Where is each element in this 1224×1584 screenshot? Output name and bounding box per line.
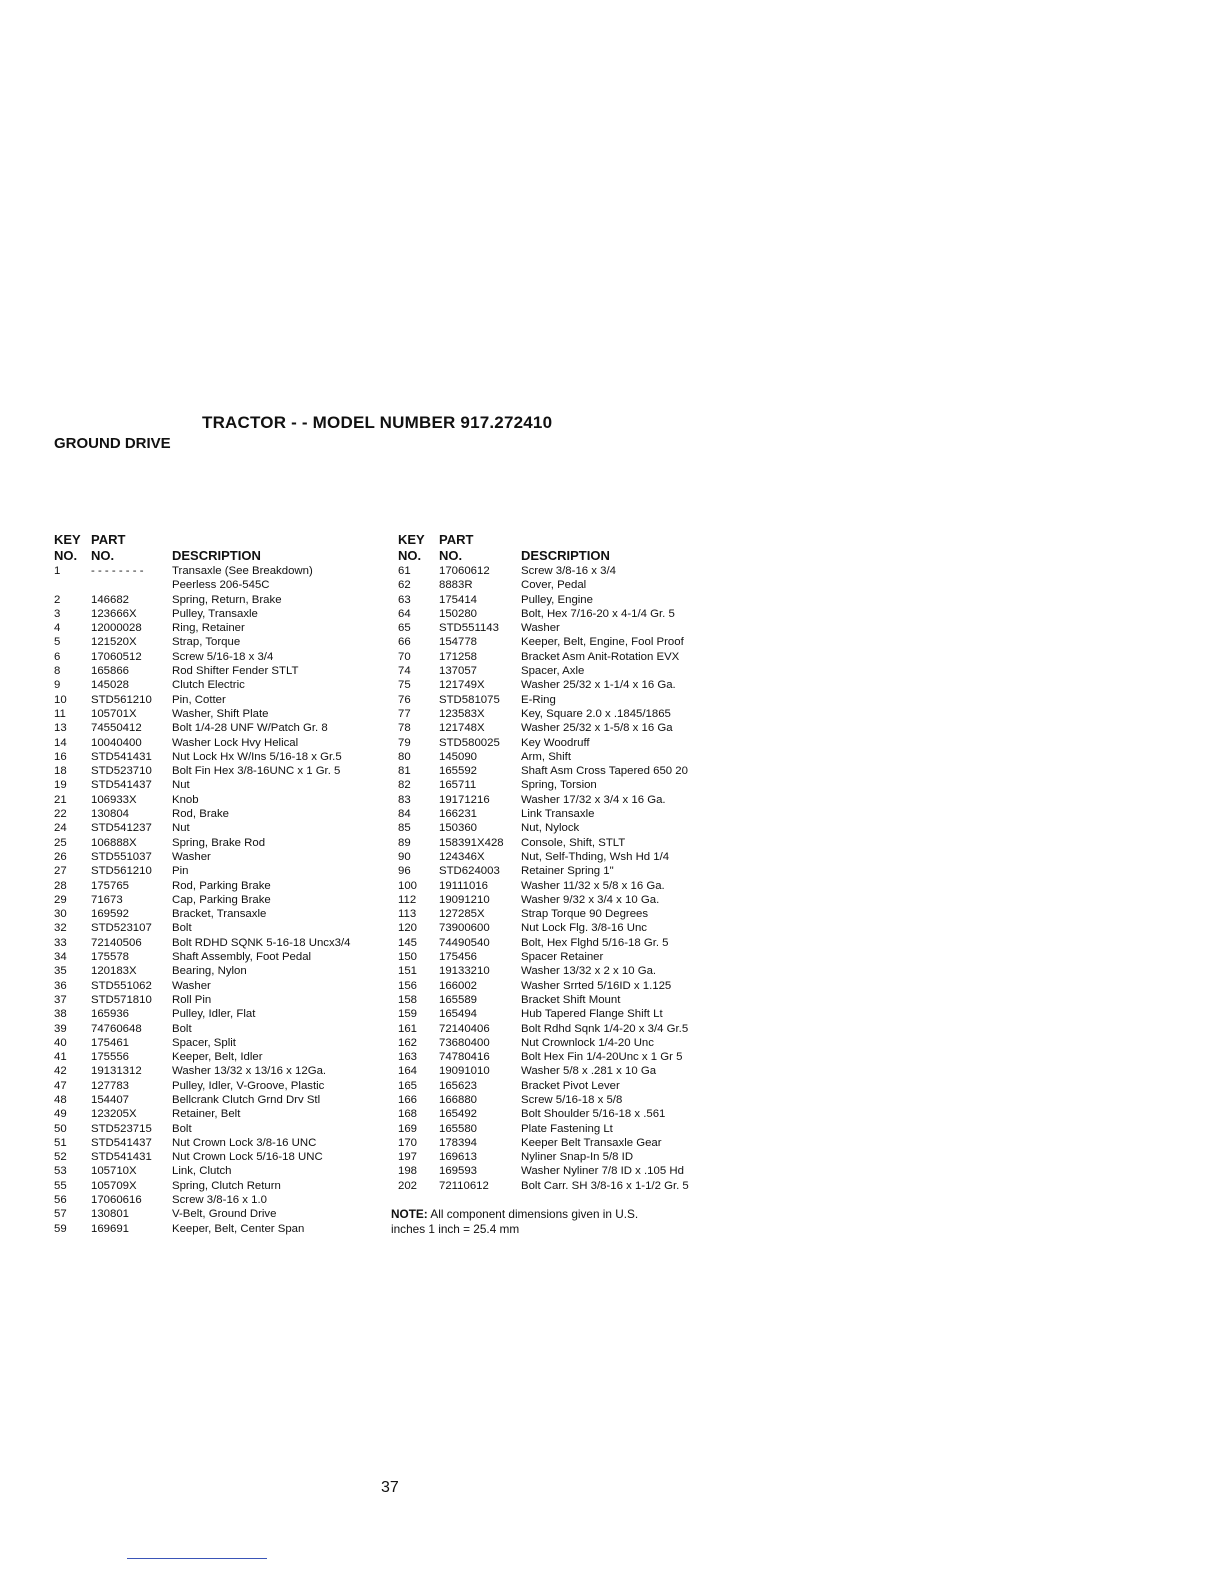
key-number: 48 [54,1093,67,1106]
part-description: Spring, Brake Rod [172,836,266,849]
part-number: 127783 [91,1079,130,1092]
key-number: 100 [398,879,418,892]
part-description: Washer Lock Hvy Helical [172,736,299,749]
key-number: 197 [398,1151,418,1164]
key-number: 63 [398,593,411,606]
part-description: Key, Square 2.0 x .1845/1865 [521,707,671,720]
part-description: Nut [172,779,190,792]
part-description: Pin, Cotter [172,693,226,706]
part-description: Rod Shifter Fender STLT [172,665,299,678]
part-number: 17060512 [91,650,142,663]
part-description: Plate Fastening Lt [521,1122,613,1135]
key-number: 120 [398,922,418,935]
part-number: 165580 [439,1122,478,1135]
key-number: 49 [54,1108,67,1121]
part-number: 71673 [91,893,123,906]
part-description: E-Ring [521,693,556,706]
key-number: 112 [398,893,417,906]
part-description: Rod, Brake [172,808,229,821]
part-description: Bolt Fin Hex 3/8-16UNC x 1 Gr. 5 [172,765,341,778]
part-description: Console, Shift, STLT [521,836,626,849]
part-description: Key Woodruff [521,736,590,749]
part-number: 17060612 [439,565,490,577]
part-description: Washer [172,850,211,863]
part-description: Ring, Retainer [172,622,245,635]
key-number: 40 [54,1036,67,1049]
part-number: - - - - - - - - [91,565,144,577]
key-number: 158 [398,993,418,1006]
part-number: 106933X [91,793,137,806]
part-number: STD523107 [91,922,152,935]
key-number: 70 [398,650,411,663]
part-description: Washer 25/32 x 1-5/8 x 16 Ga [521,722,673,735]
key-number: 96 [398,865,411,878]
part-description: Bolt Rdhd Sqnk 1/4-20 x 3/4 Gr.5 [521,1022,689,1035]
key-number: 53 [54,1165,67,1178]
part-number: 165492 [439,1108,478,1121]
part-description: Keeper Belt Transaxle Gear [521,1136,662,1149]
key-number: 25 [54,836,67,849]
part-description: Screw 3/8-16 x 3/4 [521,565,616,577]
part-number: STD541437 [91,779,152,792]
part-number: 10040400 [91,736,142,749]
key-number: 47 [54,1079,67,1092]
part-number: 72140506 [91,936,142,949]
part-number: 150280 [439,607,478,620]
key-number: 26 [54,850,67,863]
part-number: 165623 [439,1079,478,1092]
key-number: 11 [54,707,66,720]
part-number: STD541237 [91,822,152,835]
key-number: 34 [54,951,67,964]
part-description: Cover, Pedal [521,579,587,592]
part-description: Bellcrank Clutch Grnd Drv Stl [172,1093,321,1106]
dimensions-note [391,1207,701,1236]
key-number: 78 [398,722,411,735]
part-description: Pulley, Idler, V-Groove, Plastic [172,1079,325,1092]
key-number: 145 [398,936,418,949]
key-number: 90 [398,850,411,863]
part-number: STD541431 [91,750,152,763]
key-number: 24 [54,822,67,835]
page-number: 37 [381,1479,399,1496]
part-number: 165589 [439,993,478,1006]
page-title: TRACTOR - - MODEL NUMBER 917.272410 [202,413,553,432]
part-description: Screw 3/8-16 x 1.0 [172,1194,267,1207]
part-number: 123583X [439,707,485,720]
part-number: 106888X [91,836,137,849]
part-description: Keeper, Belt, Center Span [172,1222,305,1235]
key-number: 169 [398,1122,418,1135]
key-number: 13 [54,722,67,735]
part-description: Nut Crownlock 1/4-20 Unc [521,1036,654,1049]
part-description: Keeper, Belt, Engine, Fool Proof [521,636,684,649]
key-number: 151 [398,965,418,978]
part-number: 178394 [439,1136,478,1149]
part-description: Strap, Torque [172,636,241,649]
key-number: 21 [54,793,67,806]
part-description: V-Belt, Ground Drive [172,1208,277,1221]
key-number: 202 [398,1179,418,1192]
key-number: 168 [398,1108,418,1121]
part-number: 166002 [439,979,478,992]
part-number: 130801 [91,1208,130,1221]
part-number: 137057 [439,665,478,678]
key-number: 61 [398,565,411,577]
part-description: Nyliner Snap-In 5/8 ID [521,1151,634,1164]
part-description: Nut, Self-Thding, Wsh Hd 1/4 [521,850,670,863]
part-description: Pin [172,865,189,878]
part-number: 158391X428 [439,836,504,849]
part-description: Bolt, Hex Flghd 5/16-18 Gr. 5 [521,936,669,949]
key-number: 85 [398,822,411,835]
key-number: 162 [398,1036,418,1049]
part-description: Retainer, Belt [172,1108,241,1121]
part-description: Bolt, Hex 7/16-20 x 4-1/4 Gr. 5 [521,607,675,620]
part-description: Nut [172,822,190,835]
key-number: 76 [398,693,411,706]
part-description: Transaxle (See Breakdown) [172,565,313,577]
part-number: 127285X [439,908,485,921]
part-number: 166880 [439,1093,478,1106]
part-number: 121520X [91,636,137,649]
key-number: 2 [54,593,61,606]
part-number: 19131312 [91,1065,142,1078]
part-description: Spacer, Axle [521,665,585,678]
key-number: 6 [54,650,61,663]
key-number: 10 [54,693,67,706]
part-number: 19171216 [439,793,490,806]
part-number: 166231 [439,808,478,821]
key-number: 29 [54,893,67,906]
part-description: Washer [521,622,560,635]
part-description: Washer Nyliner 7/8 ID x .105 Hd [521,1165,684,1178]
part-description: Shaft Assembly, Foot Pedal [172,951,312,964]
key-number: 36 [54,979,67,992]
part-number: 74760648 [91,1022,142,1035]
part-number: 105710X [91,1165,137,1178]
part-number: 175456 [439,951,478,964]
key-number: 35 [54,965,67,978]
part-description: Spring, Torsion [521,779,597,792]
key-number: 16 [54,750,67,763]
key-number: 28 [54,879,67,892]
key-number: 3 [54,607,61,620]
key-number: 80 [398,750,411,763]
part-description: Washer, Shift Plate [172,707,269,720]
part-description: Hub Tapered Flange Shift Lt [521,1008,663,1021]
key-number: 165 [398,1079,418,1092]
part-number: 165494 [439,1008,478,1021]
part-number: STD551062 [91,979,152,992]
part-description: Bracket, Transaxle [172,908,267,921]
note-line-1: All component dimensions given in U.S. [430,1207,639,1221]
part-number: 123205X [91,1108,137,1121]
key-header-top: KEY [398,532,425,547]
part-description: Spacer, Split [172,1036,236,1049]
part-number: 150360 [439,822,478,835]
key-number: 62 [398,579,411,592]
part-number: STD581075 [439,693,500,706]
section-title: GROUND DRIVE [54,435,171,452]
part-description: Screw 5/16-18 x 3/4 [172,650,274,663]
part-number: 74490540 [439,936,490,949]
part-description: Cap, Parking Brake [172,893,271,906]
part-description: Screw 5/16-18 x 5/8 [521,1093,623,1106]
key-number: 56 [54,1194,67,1207]
part-description: Pulley, Engine [521,593,593,606]
key-number: 1 [54,565,61,577]
key-number: 55 [54,1179,67,1192]
key-number: 51 [54,1136,67,1149]
part-number: 165711 [439,779,477,792]
part-number: 169592 [91,908,130,921]
key-number: 77 [398,707,411,720]
key-number: 19 [54,779,67,792]
part-description: Bolt [172,1122,192,1135]
part-description: Peerless 206-545C [172,579,270,592]
key-number: 66 [398,636,411,649]
key-number: 27 [54,865,67,878]
key-number: 170 [398,1136,418,1149]
part-number: STD571810 [91,993,152,1006]
key-number: 41 [54,1051,67,1064]
part-header-top: PART [439,532,474,547]
note-line-2: inches 1 inch = 25.4 mm [391,1221,520,1236]
part-description: Bolt Shoulder 5/16-18 x .561 [521,1108,666,1121]
key-number: 81 [398,765,411,778]
part-description: Roll Pin [172,993,212,1006]
part-description: Washer [172,979,211,992]
part-number: 175414 [439,593,478,606]
key-number: 89 [398,836,411,849]
key-number: 83 [398,793,411,806]
part-description: Washer 11/32 x 5/8 x 16 Ga. [521,879,665,892]
part-number: 73680400 [439,1036,490,1049]
part-number: 154407 [91,1093,130,1106]
part-description: Bracket Pivot Lever [521,1079,620,1092]
part-description: Spring, Return, Brake [172,593,282,606]
part-number: STD523715 [91,1122,152,1135]
part-description: Pulley, Transaxle [172,607,258,620]
key-number: 164 [398,1065,418,1078]
part-number: 165936 [91,1008,130,1021]
part-description: Arm, Shift [521,750,572,763]
part-description: Washer 9/32 x 3/4 x 10 Ga. [521,893,660,906]
key-number: 82 [398,779,411,792]
key-number: 75 [398,679,411,692]
part-number: 169691 [91,1222,130,1235]
part-description: Pulley, Idler, Flat [172,1008,256,1021]
part-description: Bolt RDHD SQNK 5-16-18 Uncx3/4 [172,936,351,949]
part-number: 145028 [91,679,130,692]
key-number: 22 [54,808,67,821]
part-number: STD624003 [439,865,500,878]
part-description: Washer 25/32 x 1-1/4 x 16 Ga. [521,679,676,692]
part-number: 105701X [91,707,137,720]
part-number: 120183X [91,965,137,978]
part-number: 123666X [91,607,137,620]
part-number: STD551037 [91,850,152,863]
part-description: Retainer Spring 1" [521,865,614,878]
part-number: 17060616 [91,1194,142,1207]
key-number: 9 [54,679,61,692]
part-number: STD523710 [91,765,152,778]
key-number: 156 [398,979,418,992]
key-number: 159 [398,1008,418,1021]
part-number: 74550412 [91,722,142,735]
key-number: 74 [398,665,411,678]
part-description: Washer 17/32 x 3/4 x 16 Ga. [521,793,666,806]
part-number: 74780416 [439,1051,490,1064]
part-description: Washer 13/32 x 13/16 x 12Ga. [172,1065,327,1078]
part-description: Bracket Asm Anit-Rotation EVX [521,650,680,663]
part-number: 171258 [439,650,478,663]
part-description: Bolt Hex Fin 1/4-20Unc x 1 Gr 5 [521,1051,683,1064]
key-number: 79 [398,736,411,749]
key-number: 163 [398,1051,418,1064]
part-description: Nut Crown Lock 3/8-16 UNC [172,1136,317,1149]
part-number: 73900600 [439,922,490,935]
part-description: Washer Srrted 5/16ID x 1.125 [521,979,672,992]
key-header-bottom: NO. [398,548,422,563]
part-header-bottom: NO. [439,548,463,563]
part-description: Bearing, Nylon [172,965,247,978]
key-number: 30 [54,908,67,921]
part-number: 19133210 [439,965,490,978]
key-number: 38 [54,1008,67,1021]
part-description: Link Transaxle [521,808,595,821]
part-description: Strap Torque 90 Degrees [521,908,649,921]
key-number: 37 [54,993,67,1006]
part-number: 72140406 [439,1022,490,1035]
part-number: 169613 [439,1151,478,1164]
part-number: 105709X [91,1179,137,1192]
part-description: Spacer Retainer [521,951,604,964]
part-number: 121748X [439,722,485,735]
part-number: STD561210 [91,693,152,706]
part-description: Bracket Shift Mount [521,993,621,1006]
part-number: 169593 [439,1165,478,1178]
key-number: 5 [54,636,61,649]
key-number: 59 [54,1222,67,1235]
part-number: STD541437 [91,1136,152,1149]
part-number: 121749X [439,679,485,692]
part-number: 19091210 [439,893,490,906]
part-description: Bolt [172,1022,192,1035]
part-description: Knob [172,793,199,806]
part-header-bottom: NO. [91,548,115,563]
part-description: Nut Lock Flg. 3/8-16 Unc [521,922,647,935]
part-description: Rod, Parking Brake [172,879,271,892]
part-number: 165866 [91,665,130,678]
key-number: 64 [398,607,411,620]
part-header-top: PART [91,532,126,547]
key-number: 18 [54,765,67,778]
key-number: 4 [54,622,61,635]
note-label: NOTE: [391,1207,428,1221]
part-description: Shaft Asm Cross Tapered 650 20 [521,765,688,778]
part-description: Nut, Nylock [521,822,580,835]
part-description: Nut Crown Lock 5/16-18 UNC [172,1151,323,1164]
key-number: 198 [398,1165,418,1178]
key-number: 52 [54,1151,67,1164]
part-description: Washer 13/32 x 2 x 10 Ga. [521,965,657,978]
key-number: 166 [398,1093,418,1106]
description-header: DESCRIPTION [521,548,610,563]
key-number: 39 [54,1022,67,1035]
part-number: STD541431 [91,1151,152,1164]
part-number: 130804 [91,808,130,821]
part-number: 19091010 [439,1065,490,1078]
key-number: 84 [398,808,411,821]
part-number: STD561210 [91,865,152,878]
part-number: 12000028 [91,622,142,635]
part-description: Clutch Electric [172,679,245,692]
part-number: 145090 [439,750,478,763]
part-description: Bolt [172,922,192,935]
key-number: 50 [54,1122,67,1135]
key-number: 57 [54,1208,67,1221]
key-header-top: KEY [54,532,81,547]
footer-rule [127,1558,267,1559]
key-number: 33 [54,936,67,949]
key-number: 14 [54,736,67,749]
part-number: 154778 [439,636,478,649]
key-header-bottom: NO. [54,548,78,563]
part-number: 175461 [91,1036,130,1049]
key-number: 161 [398,1022,418,1035]
part-number: 124346X [439,850,485,863]
part-description: Keeper, Belt, Idler [172,1051,263,1064]
key-number: 8 [54,665,61,678]
part-number: 72110612 [439,1179,489,1192]
part-description: Spring, Clutch Return [172,1179,281,1192]
key-number: 65 [398,622,411,635]
description-header: DESCRIPTION [172,548,261,563]
part-description: Nut Lock Hx W/Ins 5/16-18 x Gr.5 [172,750,342,763]
part-number: 175578 [91,951,130,964]
part-description: Bolt Carr. SH 3/8-16 x 1-1/2 Gr. 5 [521,1179,689,1192]
part-number: 175556 [91,1051,130,1064]
key-number: 150 [398,951,418,964]
key-number: 113 [398,908,417,921]
part-number: 175765 [91,879,130,892]
part-number: STD551143 [439,622,499,635]
part-number: 146682 [91,593,130,606]
part-description: Washer 5/8 x .281 x 10 Ga [521,1065,657,1078]
key-number: 32 [54,922,67,935]
part-number: 8883R [439,579,473,592]
part-description: Link, Clutch [172,1165,232,1178]
key-number: 42 [54,1065,67,1078]
part-number: 19111016 [439,879,488,892]
part-description: Bolt 1/4-28 UNF W/Patch Gr. 8 [172,722,328,735]
part-number: 165592 [439,765,478,778]
part-number: STD580025 [439,736,500,749]
